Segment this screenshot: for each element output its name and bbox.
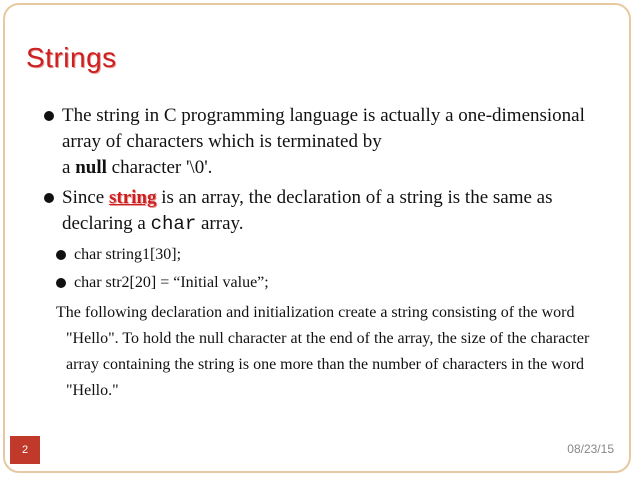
page-number: 2 xyxy=(10,436,40,464)
bullet-2-mid: is an array, the declaration of a string is the same as declaring a xyxy=(62,187,553,234)
null-keyword: null xyxy=(75,157,107,178)
bullet-dot-icon xyxy=(44,111,54,121)
slide-date: 08/23/15 xyxy=(567,442,614,456)
char-keyword: char xyxy=(150,213,197,235)
slide-content xyxy=(44,103,614,404)
bullet-1-text: The string in C programming language is actually a one-dimensional array of characters which is terminated by xyxy=(62,105,585,152)
bullet-1 xyxy=(44,103,614,181)
sub-bullet-dot-icon xyxy=(56,250,66,260)
sub-bullet-1 xyxy=(56,241,614,269)
sub-bullet-2 xyxy=(56,269,614,297)
bullet-2-end: array. xyxy=(196,213,244,234)
slide-title: Strings xyxy=(26,42,117,73)
bullet-1-tail: character '\0'. xyxy=(106,157,213,178)
sub-bullet-2-text: char str2[20] = “Initial value”; xyxy=(74,274,269,291)
bullet-2 xyxy=(44,185,614,237)
sub-bullet-1-text: char string1[30]; xyxy=(74,246,182,263)
bullet-dot-icon xyxy=(44,193,54,203)
bullet-2-pre: Since xyxy=(62,187,109,208)
explanation-paragraph: The following declaration and initialization create a string consisting of the word "Hello". To hold the null character at the end of the array, the size of the character array containing the string is one more than the number of characters in the word "Hello." xyxy=(56,304,590,399)
string-keyword: string xyxy=(108,187,157,208)
bullet-1-a: a xyxy=(62,157,76,178)
sub-bullet-dot-icon xyxy=(56,278,66,288)
